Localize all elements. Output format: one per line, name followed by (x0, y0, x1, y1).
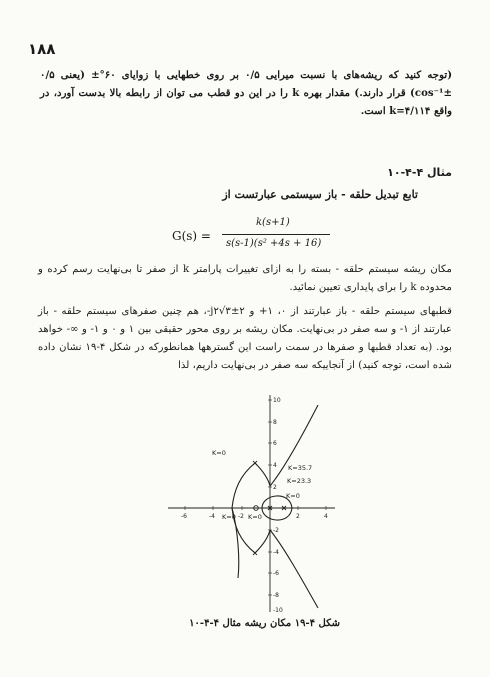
x-tick-label: -2 (238, 513, 244, 520)
equation-lhs: G(s) = (172, 229, 211, 243)
x-tick-label: -4 (209, 513, 215, 520)
example-intro: تابع تبدیل حلقه - باز سیستمی عبارتست از (222, 188, 418, 201)
k-label: K=35.7 (288, 464, 313, 472)
y-tick-label: 2 (273, 484, 277, 491)
k-label: K=0 (212, 449, 226, 457)
k-label: K=0 (248, 513, 262, 521)
y-tick-label: 6 (273, 440, 277, 447)
y-tick-label: -6 (273, 570, 279, 577)
page-number: ۱۸۸ (28, 40, 56, 58)
locus-branch-lower (255, 530, 318, 608)
x-tick-label: 2 (296, 513, 300, 520)
x-tick-label: -6 (181, 513, 187, 520)
y-tick-label: -10 (273, 607, 283, 614)
locus-branch-upper (255, 405, 318, 486)
paragraph-problem: مکان ریشه سیستم حلقه - بسته را به ازای تغییرات پارامتر k از صفر تا بی‌نهایت رسم کرده و محدوده k را برای پایداری تعیین نمائید. (38, 264, 452, 293)
k-label: K=0 (286, 492, 300, 500)
paragraph-damping-note: (توجه کنید که ریشه‌های با نسبت میرایی ۰/۵ بر روی خطهایی با زوایای ۶۰°± (یعنی ۰/۵ ‎cos⁻¹±) قرار دارند.) مقدار بهره k را در این دو قطب می توان از رابطه بالا بدست آورد، در واقع k=۴/۱۱۴ است. (40, 69, 453, 117)
example-heading: مثال ۴-۴-۱۰ (387, 166, 452, 179)
root-locus-branches (232, 405, 318, 608)
y-tick-label: 4 (273, 462, 277, 469)
figure-caption: شکل ۴-۱۹ مکان ریشه مثال ۴-۴-۱۰ (189, 618, 340, 629)
y-tick-label: -8 (273, 592, 279, 599)
pole-marker (253, 461, 257, 465)
y-tick-label: 10 (273, 397, 281, 404)
k-label: K=0 (222, 513, 236, 521)
equation-denominator: s(s-1)(s² +4s + 16) (226, 238, 322, 249)
paragraph-solution: قطبهای سیستم حلقه - باز عبارتند از ۰، ۱+ و ‎j۲√۳‎±۲-، هم چنین صفرهای سیستم حلقه - باز عبارتند از ۱- و سه صفر در بی‌نهایت. مکان ریشه بر روی محور حقیقی بین ۱ و ۰ و ۱- و ∞- خواهد بود. (به تعداد قطبها و صفرها در سمت راست این گسترهها همانطورکه در شکل ۴-۱۹ نشان داده شده است، توجه کنید) از آنجاییکه سه صفر در بی‌نهایت داریم، لذا (38, 306, 453, 371)
locus-branch-left-upper (232, 463, 255, 508)
y-tick-label: 8 (273, 419, 277, 426)
x-tick-label: 4 (324, 513, 328, 520)
y-tick-label: -2 (273, 527, 279, 534)
pole-marker (253, 551, 257, 555)
equation-numerator: k(s+1) (256, 217, 290, 228)
y-tick-label: -4 (273, 549, 279, 556)
k-label: K=23.3 (287, 477, 312, 485)
